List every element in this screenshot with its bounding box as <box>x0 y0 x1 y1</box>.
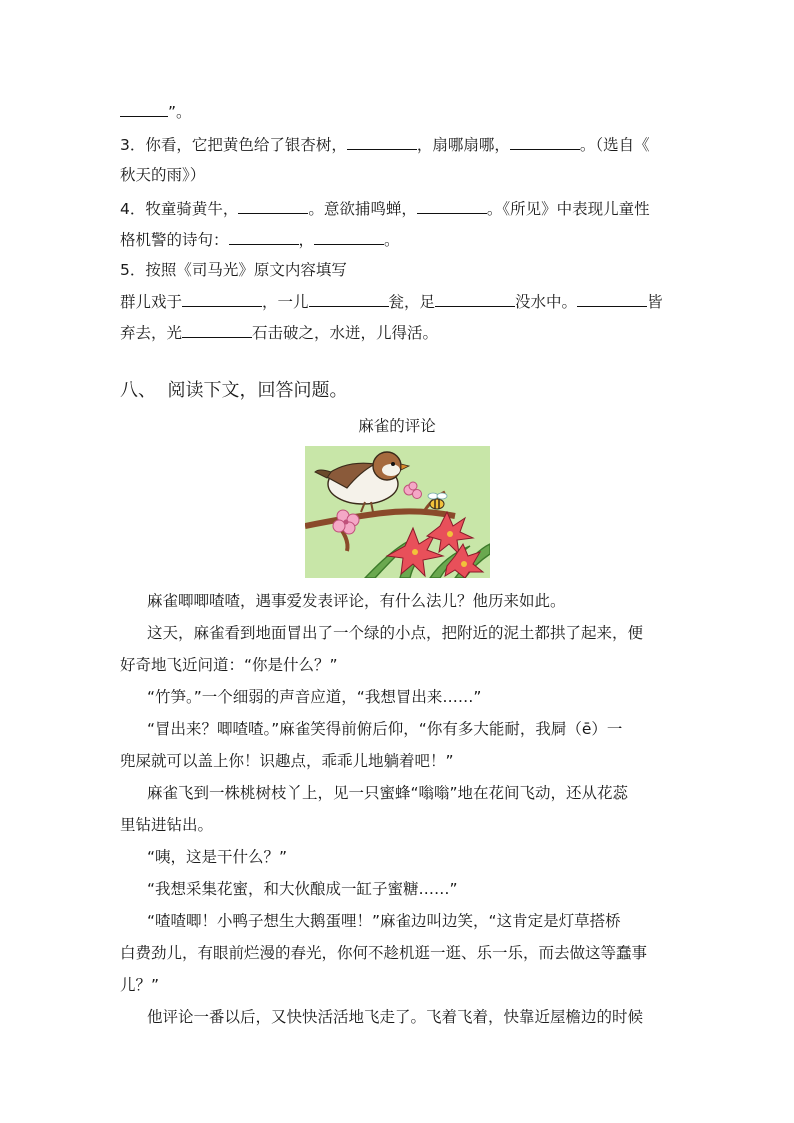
sparrow-illustration <box>305 446 490 578</box>
answer-blank[interactable] <box>229 228 299 245</box>
line-text: 。（选自《 <box>579 136 650 154</box>
line-text: ，一儿 <box>262 293 309 311</box>
section-number: 八、 <box>120 380 156 401</box>
story-line: 他评论一番以后，又快快活活地飞走了。飞着飞着，快靠近屋檐边的时候 <box>147 1008 644 1026</box>
line-text: 弃去，光 <box>120 324 183 342</box>
line-text: 石击破之，水迸，儿得活。 <box>252 324 439 342</box>
answer-blank[interactable] <box>182 290 262 307</box>
line-text: 瓮，足 <box>388 293 436 311</box>
answer-blank[interactable] <box>577 290 647 307</box>
story-line: “冒出来？唧喳喳。”麻雀笑得前俯后仰，“你有多大能耐，我屙（ē）一 <box>147 720 623 738</box>
line-text: 4．牧童骑黄牛， <box>120 200 239 218</box>
line-text: ， <box>298 231 315 249</box>
fill-line-4-cont <box>120 228 400 251</box>
answer-blank[interactable] <box>309 290 389 307</box>
answer-blank[interactable] <box>314 228 384 245</box>
story-line: “咦，这是干什么？” <box>147 848 288 866</box>
story-line: 麻雀飞到一株桃树枝丫上，见一只蜜蜂“嗡嗡”地在花间飞动，还从花蕊 <box>147 784 629 802</box>
answer-blank[interactable] <box>435 290 515 307</box>
story-line: 这天，麻雀看到地面冒出了一个绿的小点，把附近的泥土都拱了起来，便 <box>147 624 644 642</box>
line-text: 群儿戏于 <box>120 293 183 311</box>
line-text: 皆 <box>647 293 663 311</box>
fill-line-5 <box>120 259 347 281</box>
fill-line-5-b <box>120 321 438 344</box>
line-text: 。意欲捕鸣蝉， <box>308 200 417 218</box>
line-text: 。 <box>384 231 400 249</box>
line-text: 5．按照《司马光》原文内容填写 <box>120 261 347 279</box>
line-text: 没水中。 <box>515 293 578 311</box>
fill-line-3-cont <box>120 164 205 186</box>
story-line: “我想采集花蜜，和大伙酿成一缸子蜜糖……” <box>147 880 458 898</box>
story-line: 里钻进钻出。 <box>120 816 214 834</box>
story-line: “竹笋。”一个细弱的声音应道，“我想冒出来……” <box>147 688 482 706</box>
answer-blank[interactable] <box>120 100 168 117</box>
line-text: 秋天的雨》） <box>120 166 206 184</box>
fill-line-0 <box>120 100 192 123</box>
story-line: 好奇地飞近问道：“你是什么？” <box>120 656 338 674</box>
line-text: 。《所见》中表现儿童性 <box>486 200 650 218</box>
answer-blank[interactable] <box>182 321 252 338</box>
story-line: “喳喳唧！小鸭子想生大鹅蛋哩！”麻雀边叫边笑，“这肯定是灯草搭桥 <box>147 912 621 930</box>
section-title: 阅读下文，回答问题。 <box>167 380 348 401</box>
fill-line-4 <box>120 197 650 220</box>
story-line: 白费劲儿，有眼前烂漫的春光，你何不趁机逛一逛、乐一乐，而去做这等蠢事 <box>120 944 648 962</box>
answer-blank[interactable] <box>238 197 308 214</box>
story-title: 麻雀的评论 <box>358 417 436 435</box>
line-text: 格机警的诗句： <box>120 231 229 249</box>
answer-blank[interactable] <box>347 133 417 150</box>
answer-blank[interactable] <box>510 133 580 150</box>
answer-blank[interactable] <box>417 197 487 214</box>
section-heading <box>120 376 347 402</box>
story-line: 儿？” <box>120 976 160 994</box>
line-text: ”。 <box>168 103 192 121</box>
fill-line-5-a <box>120 290 663 313</box>
story-line: 兜屎就可以盖上你！识趣点，乖乖儿地躺着吧！” <box>120 752 454 770</box>
line-text: ，扇哪扇哪， <box>416 136 510 154</box>
line-text: 3．你看，它把黄色给了银杏树， <box>120 136 347 154</box>
fill-line-3 <box>120 133 650 156</box>
story-line: 麻雀唧唧喳喳，遇事爱发表评论，有什么法儿？他历来如此。 <box>147 592 566 610</box>
